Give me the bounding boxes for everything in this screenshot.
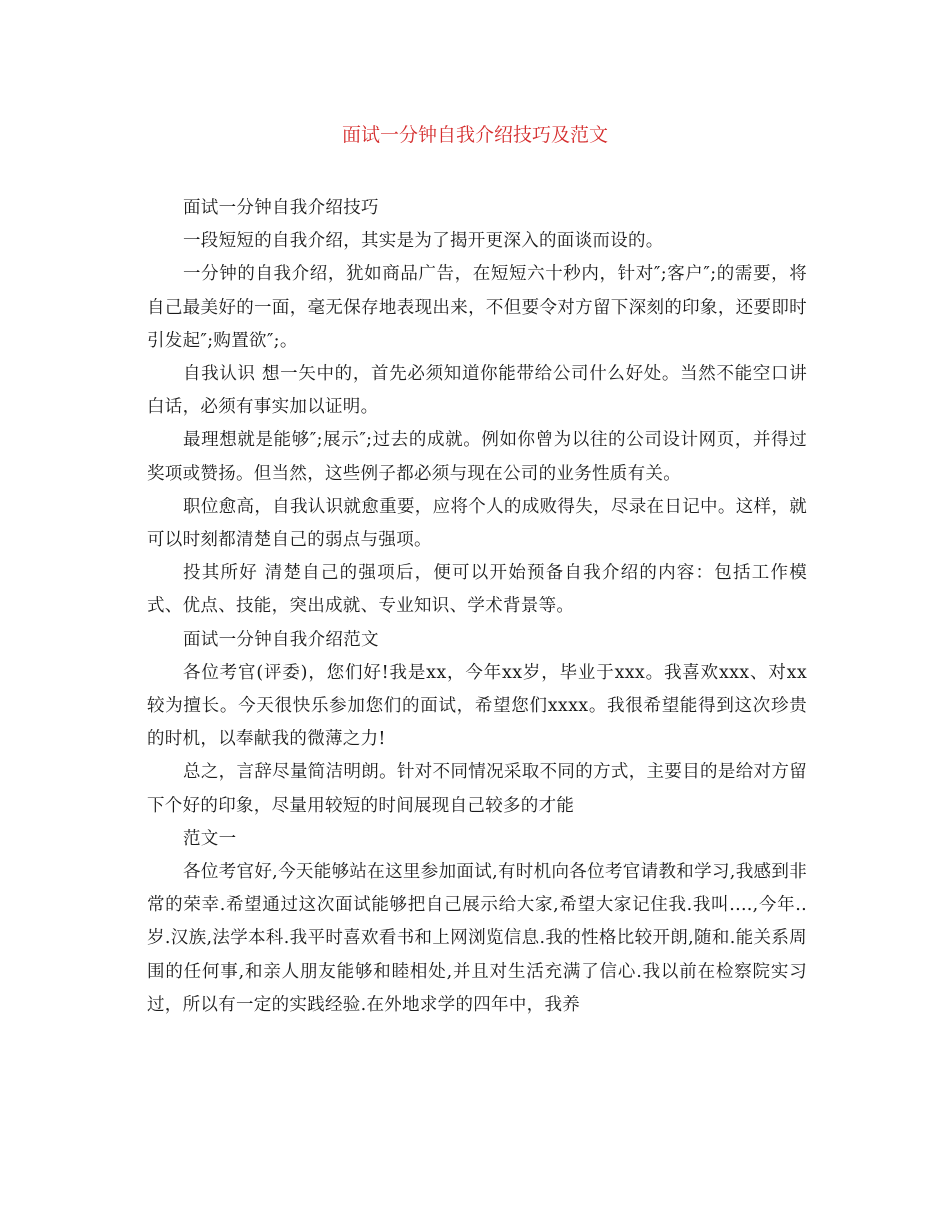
- subheading-sample-one: 范文一: [183, 828, 237, 849]
- paragraph: 各位考官好,今天能够站在这里参加面试,有时机向各位考官请教和学习,我感到非常的荣幸.希望通过这次面试能够把自己展示给大家,希望大家记住我.我叫....,今年..岁.汉族,法学本科.我平时喜欢看书和上网浏览信息.我的性格比较开朗,随和.能关系周围的任何事,和亲人朋友能够和睦相处,并且对生活充满了信心.我以前在检察院实习过，所以有一定的实践经验.在外地求学的四年中，我养: [147, 862, 807, 1015]
- paragraph: 各位考官(评委)，您们好!我是xx，今年xx岁，毕业于xxx。我喜欢xxx、对xx较为擅长。今天很快乐参加您们的面试，希望您们xxxx。我很希望能得到这次珍贵的时机，以奉献我的微薄之力!: [147, 662, 807, 750]
- paragraph: 一段短短的自我介绍，其实是为了揭开更深入的面谈而设的。: [183, 231, 664, 252]
- document-title: 面试一分钟自我介绍技巧及范文: [341, 124, 608, 146]
- paragraph: 一分钟的自我介绍，犹如商品广告，在短短六十秒内，针对″;客户″;的需要，将自己最美好的一面，毫无保存地表现出来，不但要令对方留下深刻的印象，还要即时引发起″;购置欲″;。: [147, 264, 807, 351]
- paragraph: 最理想就是能够″;展示″;过去的成就。例如你曾为以往的公司设计网页，并得过奖项或赞扬。但当然，这些例子都必须与现在公司的业务性质有关。: [147, 430, 807, 484]
- paragraph: 总之，言辞尽量简洁明朗。针对不同情况采取不同的方式，主要目的是给对方留下个好的印象，尽量用较短的时间展现自己较多的才能: [147, 762, 807, 816]
- paragraph: 投其所好 清楚自己的强项后，便可以开始预备自我介绍的内容：包括工作模式、优点、技能，突出成就、专业知识、学术背景等。: [147, 563, 807, 617]
- subheading-sample: 面试一分钟自我介绍范文: [183, 629, 379, 650]
- paragraph: 自我认识 想一矢中的，首先必须知道你能带给公司什么好处。当然不能空口讲白话，必须有事实加以证明。: [147, 364, 807, 418]
- document-body: [147, 192, 807, 1022]
- paragraph: 职位愈高，自我认识就愈重要，应将个人的成败得失，尽录在日记中。这样，就可以时刻都清楚自己的弱点与强项。: [147, 496, 807, 551]
- subheading-techniques: 面试一分钟自我介绍技巧: [183, 198, 379, 218]
